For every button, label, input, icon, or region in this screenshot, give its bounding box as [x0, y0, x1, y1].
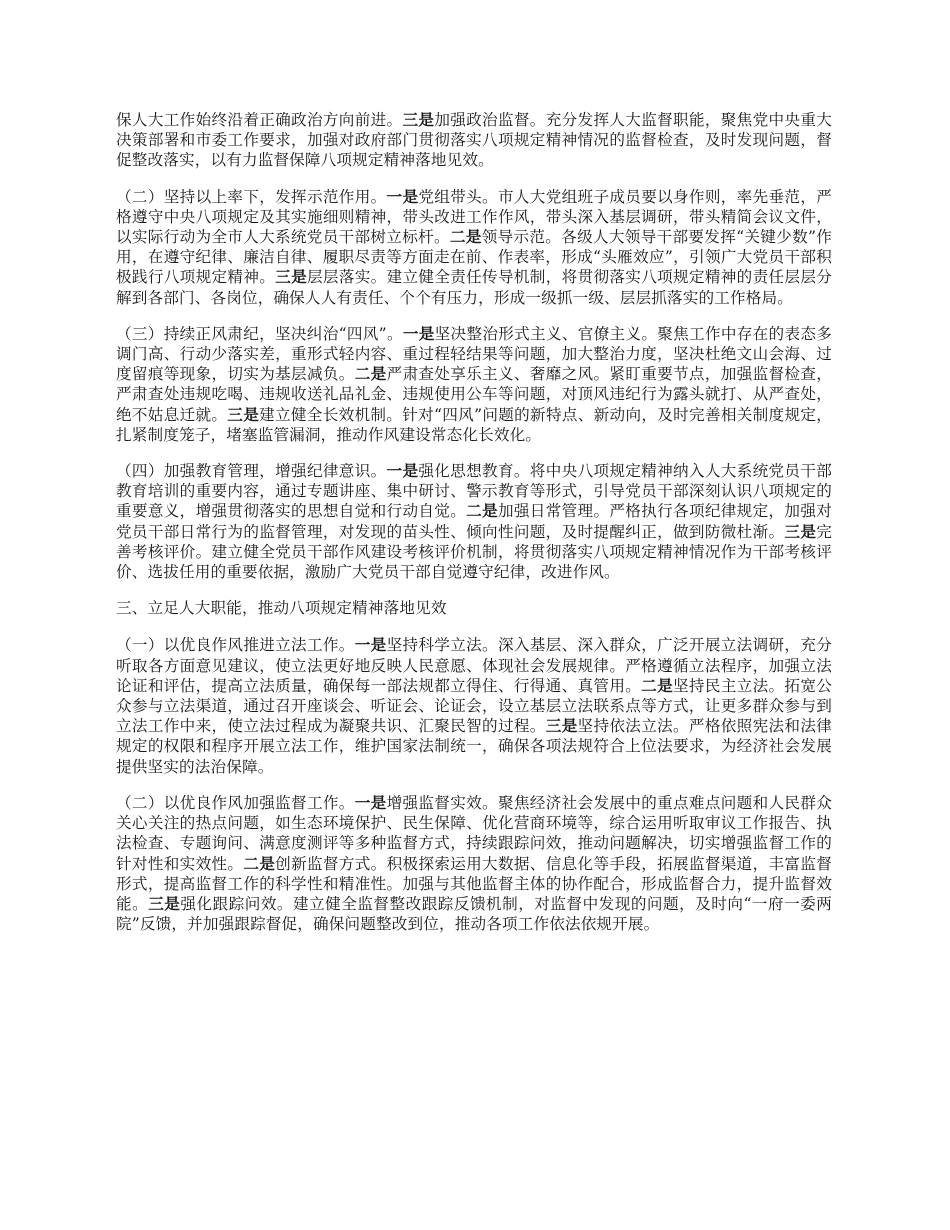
text-run: （二）以优良作风加强监督工作。 [116, 793, 355, 812]
text-run: 坚持民主立法。拓宽公众参与立法渠道，通过召开座谈会、听证会、论证会，设立基层立法联系点等方式，让更多群众参与到立法工作中来，使立法过程成为凝聚共识、汇聚民智的过程。 [116, 676, 832, 736]
bold-marker: 一是 [402, 323, 435, 343]
paragraph-supervision-work [116, 793, 832, 934]
text-run: 严肃查处享乐主义、奢靡之风。紧盯重要节点，加强监督检查，严肃查处违规吃喝、违规收送礼品礼金、违规使用公车等问题，对顶风违纪行为露头就打、从严查处，绝不姑息迁就。 [116, 365, 832, 424]
text-run: 增强监督实效。聚焦经济社会发展中的重点难点问题和人民群众关心关注的热点问题，如生态环境保护、民生保障、优化营商环境等，综合运用听取审议工作报告、执法检查、专题询问、满意度测评等多种监督方式，持续跟踪问效，推动问题解决，切实增强监督工作的针对性和实效性。 [116, 793, 832, 873]
paragraph-legislation [116, 635, 832, 776]
bold-marker: 二是 [243, 853, 276, 873]
bold-marker: 二是 [641, 675, 674, 695]
paragraph-education-management [116, 461, 832, 582]
text-run: 加强政治监督。充分发挥人大监督职能，聚焦党中央重大决策部署和市委工作要求，加强对政府部门贯彻落实八项规定精神情况的监督检查，及时发现问题，督促整改落实，以有力监督保障八项规定精神落地见效。 [116, 111, 832, 170]
text-run: 强化跟踪问效。建立健全监督整改跟踪反馈机制，对监督中发现的问题，及时向“一府一委两院”反馈，并加强跟踪督促，确保问题整改到位，推动各项工作依法依规开展。 [116, 894, 832, 934]
text-run: 建立健全长效机制。针对“四风”问题的新特点、新动向，及时完善相关制度规定，扎紧制度笼子，堵塞监管漏洞，推动作风建设常态化长效化。 [116, 405, 832, 444]
text-run: 保人大工作始终沿着正确政治方向前进。 [116, 111, 403, 129]
paragraph-four-winds [116, 324, 832, 445]
text-run: 坚决整治形式主义、官僚主义。聚焦工作中存在的表态多调门高、行动少落实差，重形式轻内容、重过程轻结果等问题，加大整治力度，坚决杜绝文山会海、过度留痕等现象，切实为基层减负。 [116, 324, 832, 384]
bold-marker: 三是 [148, 893, 181, 913]
text-run: （三）持续正风肃纪，坚决纠治“四风”。 [116, 324, 403, 343]
text-run: 坚持科学立法。深入基层、深入群众，广泛开展立法调研，充分听取各方面意见建议，使立法更好地反映人民意愿、体现社会发展规律。严格遵循立法程序，加强立法论证和评估，提高立法质量，确保每一部法规都立得住、行得通、真管用。 [116, 636, 832, 695]
text-run: 坚持依法立法。严格依照宪法和法律规定的权限和程序开展立法工作，维护国家法制统一，确保各项法规符合上位法要求，为经济社会发展提供坚实的法治保障。 [116, 717, 832, 776]
text-run: 强化思想教育。将中央八项规定精神纳入人大系统党员干部教育培训的重要内容，通过专题讲座、集中研讨、警示教育等形式，引导党员干部深刻认识八项规定的重要意义，增强贯彻落实的思想自觉和行动自觉。 [116, 462, 832, 521]
bold-marker: 三是 [402, 110, 435, 129]
text-run: （二）坚持以上率下，发挥示范作用。 [116, 187, 387, 206]
bold-marker: 三是 [545, 716, 578, 736]
text-run: 完善考核评价。建立健全党员干部作风建设考核评价机制，将贯彻落实八项规定精神情况作为干部考核评价、选拔任用的重要依据，激励广大党员干部自觉遵守纪律，改进作风。 [116, 522, 832, 582]
text-run: 领导示范。各级人大领导干部要发挥“关键少数”作用，在遵守纪律、廉洁自律、履职尽责等方面走在前、作表率，形成“头雁效应”，引领广大党员干部积极践行八项规定精神。 [116, 228, 832, 287]
paragraph-lead-by-example [116, 187, 832, 308]
bold-marker: 二是 [354, 364, 387, 384]
text-run: 层层落实。建立健全责任传导机制，将贯彻落实八项规定精神的责任层层分解到各部门、各岗位，确保人人有责任、个个有压力，形成一级抓一级、层层抓落实的工作格局。 [116, 268, 832, 307]
text-run: 党组带头。市人大党组班子成员要以身作则，率先垂范，严格遵守中央八项规定及其实施细则精神，带头改进工作作风，带头深入基层调研，带头精简会议文件，以实际行动为全市人大系统党员干部树立标杆。 [116, 187, 832, 247]
text-run: 创新监督方式。积极探索运用大数据、信息化等手段，拓展监督渠道，丰富监督形式，提高监督工作的科学性和精准性。加强与其他监督主体的协作配合，形成监督合力，提升监督效能。 [116, 854, 832, 913]
bold-marker: 三是 [275, 267, 307, 287]
bold-marker: 三是 [784, 521, 817, 541]
text-run: （四）加强教育管理，增强纪律意识。 [116, 462, 387, 481]
bold-marker: 一是 [354, 792, 387, 812]
text-run: 加强日常管理。严格执行各项纪律规定，加强对党员干部日常行为的监督管理，对发现的苗头性、倾向性问题，及时提醒纠正，做到防微杜渐。 [116, 502, 832, 541]
bold-marker: 一是 [386, 186, 419, 206]
bold-marker: 二是 [449, 227, 482, 247]
bold-marker: 二是 [466, 501, 498, 521]
section-heading-text: 三、立足人大职能，推动八项规定精神落地见效 [116, 599, 447, 618]
bold-marker: 一是 [386, 461, 419, 481]
bold-marker: 一是 [354, 635, 387, 655]
text-run: （一）以优良作风推进立法工作。 [116, 636, 355, 655]
bold-marker: 三是 [227, 404, 260, 424]
paragraph-political-supervision [116, 110, 832, 171]
section-heading [116, 598, 832, 618]
